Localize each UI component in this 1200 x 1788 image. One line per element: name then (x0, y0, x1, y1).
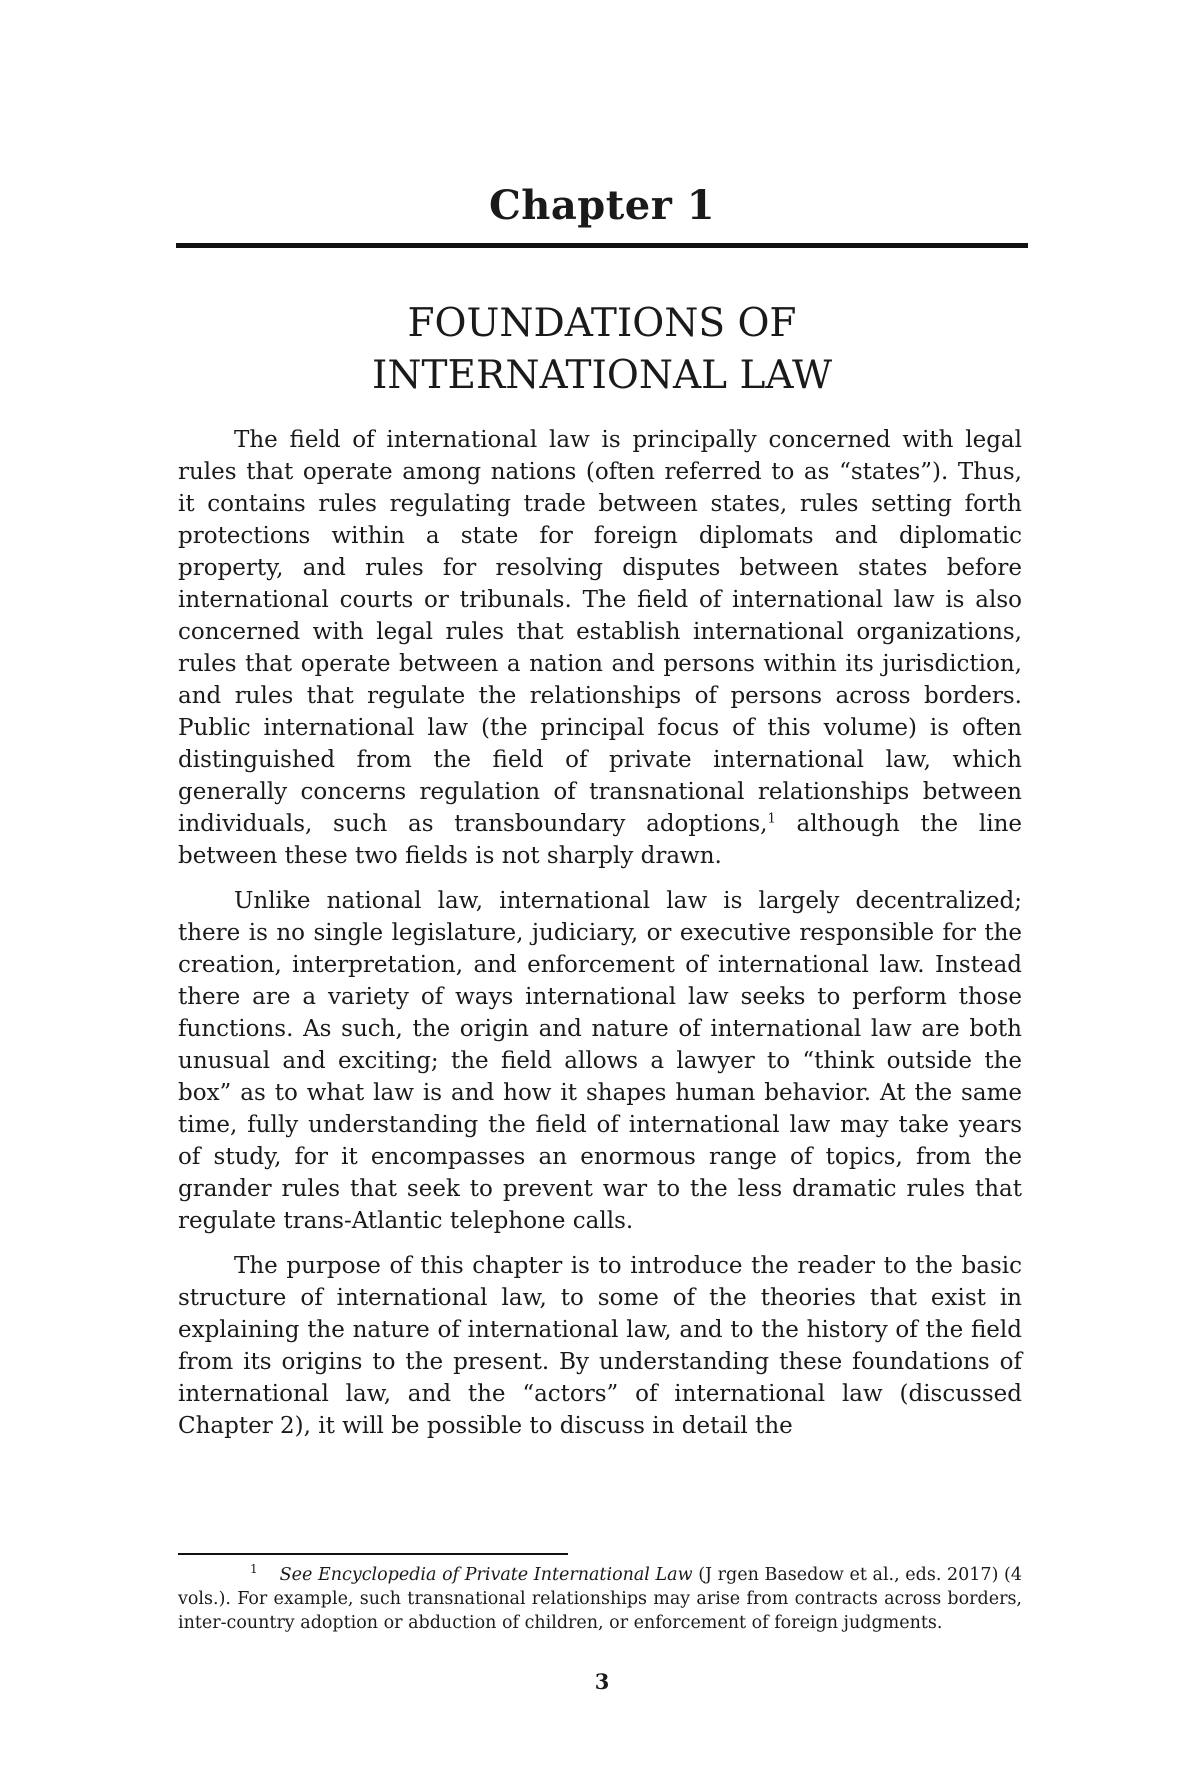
footnote-work-title: Encyclopedia of Private International Law (317, 1565, 693, 1585)
chapter-title (176, 298, 1028, 402)
chapter-title-line-1: FOUNDATIONS OF (407, 301, 797, 346)
chapter-label: Chapter 1 (488, 182, 716, 229)
footnote (178, 1563, 1022, 1635)
footnote-text: (J rgen Basedow et al., eds. 2017) (4 vols.). For example, such transnational relationships may arise from contracts across borders, inter-country adoption or abduction of children, or enforcement of foreign judgments. (178, 1565, 1022, 1633)
page-number: 3 (594, 1669, 610, 1694)
chapter-heading-rule (176, 243, 1028, 248)
body-text (178, 424, 1022, 1455)
footnote-reference[interactable]: 1 (767, 811, 776, 827)
footnote-number: 1 (250, 1562, 258, 1577)
paragraph-1-text-b: although the line between these two fields is not sharply drawn. (178, 811, 1022, 869)
paragraph-2: Unlike national law, international law is largely decentralized; there is no single legislature, judiciary, or executive responsible for the creation, interpretation, and enforcement of international law. Instead there are a variety of ways international law seeks to perform those functions. As such, the origin and nature of international law are both unusual and exciting; the field allows a lawyer to “think outside the box” as to what law is and how it shapes human behavior. At the same time, fully understanding the field of international law may take years of study, for it encompasses an enormous range of topics, from the grander rules that seek to prevent war to the less dramatic rules that regulate trans-Atlantic telephone calls. (178, 888, 1022, 1234)
paragraph-3: The purpose of this chapter is to introduce the reader to the basic structure of international law, to some of the theories that exist in explaining the nature of international law, and to the history of the field from its origins to the present. By understanding these foundations of international law, and the “actors” of international law (discussed Chapter 2), it will be possible to discuss in detail the (178, 1253, 1022, 1439)
chapter-title-line-2: INTERNATIONAL LAW (371, 353, 833, 398)
paragraph-1-text-a: The field of international law is principally concerned with legal rules that operate among nations (often referred to as “states”). Thus, it contains rules regulating trade between states, rules setting forth protections within a state for foreign diplomats and diplomatic property, and rules for resolving disputes between states before international courts or tribunals. The field of international law is also concerned with legal rules that establish international organizations, rules that operate between a nation and persons within its jurisdiction, and rules that regulate the relationships of persons across borders. Public international law (the principal focus of this volume) is often distinguished from the field of private international law, which generally concerns regulation of transnational relationships between individuals, such as transboundary adoptions, (178, 427, 1022, 837)
paragraph-1 (178, 424, 1022, 872)
footnote-rule (178, 1553, 568, 1555)
footnote-see: See (279, 1565, 313, 1585)
